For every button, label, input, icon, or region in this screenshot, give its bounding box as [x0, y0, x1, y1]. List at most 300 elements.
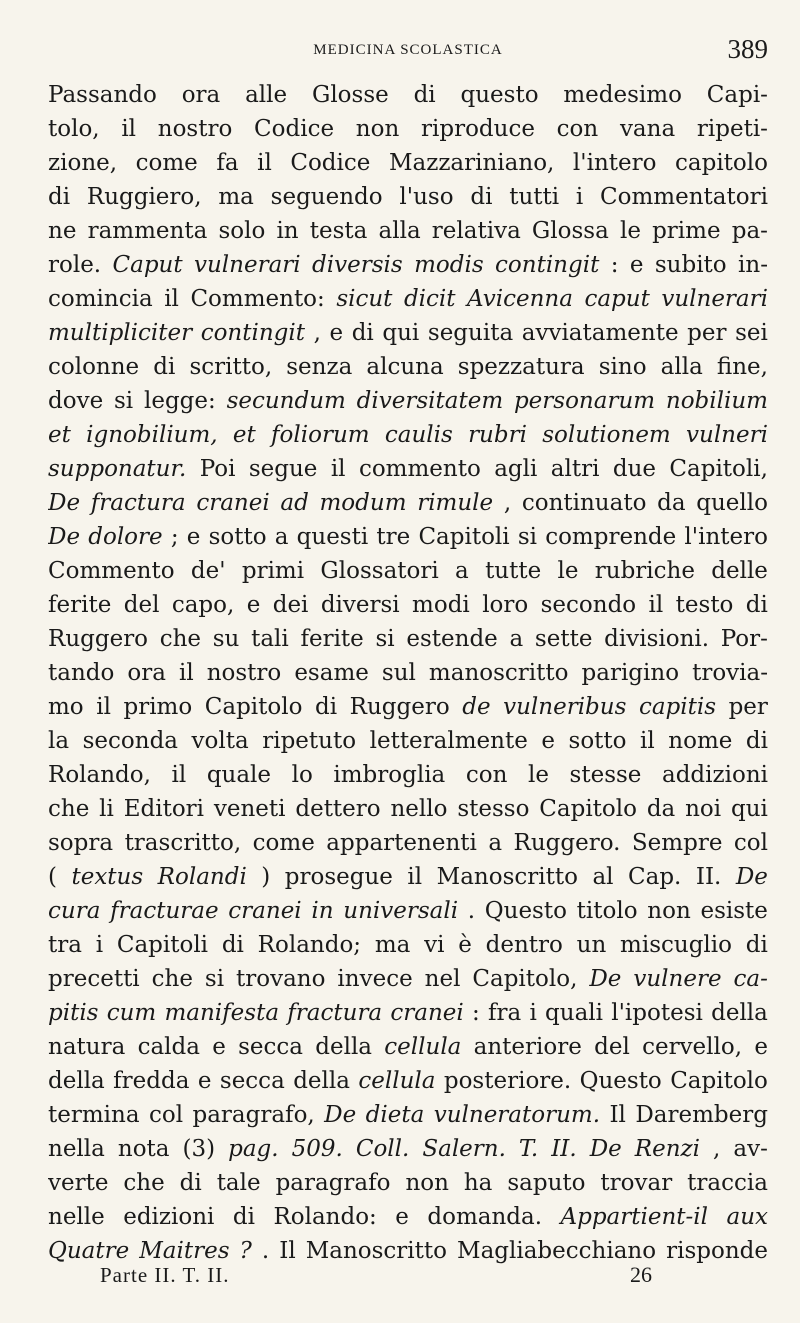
text-word: il: [648, 592, 664, 618]
text-word: ,: [313, 320, 321, 346]
text-word: due: [612, 456, 657, 482]
text-line: [48, 724, 768, 758]
text-line: [48, 180, 768, 214]
text-word: della: [48, 1068, 105, 1094]
text-word: secca: [219, 1068, 285, 1094]
text-word: si: [114, 388, 134, 414]
text-word: da: [657, 490, 686, 516]
text-word: cranei: [390, 1000, 464, 1026]
text-word: si: [375, 626, 395, 652]
text-word: le: [557, 558, 579, 584]
text-word: rubri: [468, 422, 527, 448]
text-word: agli: [494, 456, 538, 482]
text-word: caulis: [384, 422, 453, 448]
text-word: per: [728, 694, 768, 720]
text-line: [48, 1132, 768, 1166]
text-word: Magliabecchiano: [457, 1238, 657, 1264]
text-word: fractura: [90, 490, 186, 516]
text-word: mo: [48, 694, 84, 720]
body-text: [48, 78, 768, 1268]
text-word: modi: [412, 592, 470, 618]
text-word: di: [745, 592, 768, 618]
text-word: Commento:: [190, 286, 325, 312]
text-word: letteralmente: [369, 728, 528, 754]
text-line: [48, 826, 768, 860]
text-word: II.: [695, 864, 722, 890]
text-word: nostro: [157, 116, 233, 142]
text-word: universali: [343, 898, 459, 924]
text-word: vulnerari: [194, 252, 301, 278]
text-word: non: [355, 116, 400, 142]
text-word: comincia: [48, 286, 153, 312]
text-word: role.: [48, 252, 102, 278]
text-word: Passando: [48, 82, 157, 108]
text-word: De: [735, 864, 768, 890]
text-word: in: [276, 218, 299, 244]
text-word: e: [329, 320, 344, 346]
text-word: saputo: [507, 1170, 586, 1196]
text-word: a: [509, 626, 524, 652]
text-word: Daremberg: [635, 1102, 768, 1128]
text-word: di: [153, 354, 176, 380]
text-word: della: [315, 1034, 373, 1060]
text-word: ma: [218, 184, 254, 210]
text-word: diversis: [312, 252, 403, 278]
page-footer: [48, 1258, 768, 1292]
text-word: Capitolo,: [472, 966, 578, 992]
text-word: dicit: [403, 286, 456, 312]
text-word: volta: [191, 728, 249, 754]
text-word: e: [541, 728, 555, 754]
text-word: stesse: [569, 762, 642, 788]
text-word: Por-: [720, 626, 768, 652]
text-word: sette: [534, 626, 593, 652]
text-line: [48, 622, 768, 656]
text-word: della: [711, 1000, 768, 1026]
text-word: il: [178, 660, 194, 686]
text-word: Editori: [123, 796, 205, 822]
page-number: 389: [727, 34, 768, 64]
text-word: quello: [696, 490, 768, 516]
text-word: solo: [218, 218, 266, 244]
text-line: [48, 350, 768, 384]
text-word: De: [324, 1102, 357, 1128]
text-word: Maitres: [139, 1238, 230, 1264]
text-word: (3): [182, 1136, 216, 1162]
text-word: alle: [245, 82, 288, 108]
text-word: lo: [291, 762, 313, 788]
text-word: sopra: [48, 830, 114, 856]
text-word: De: [589, 966, 622, 992]
text-word: e: [212, 1034, 226, 1060]
text-word: col: [148, 1102, 184, 1128]
text-line: [48, 384, 768, 418]
text-word: Coll.: [355, 1136, 410, 1162]
text-word: i: [575, 184, 584, 210]
text-word: traccia: [687, 1170, 768, 1196]
text-word: e: [197, 1068, 212, 1094]
text-word: .: [261, 1238, 270, 1264]
text-line: [48, 1166, 768, 1200]
text-word: di: [745, 932, 768, 958]
text-word: noi: [685, 796, 722, 822]
page-header: [48, 30, 768, 70]
text-word: termina: [48, 1102, 140, 1128]
text-word: de: [462, 694, 491, 720]
text-word: nel: [424, 966, 461, 992]
text-word: nello: [390, 796, 448, 822]
text-word: della: [293, 1068, 350, 1094]
text-word: da: [646, 796, 676, 822]
text-word: secondo: [540, 592, 637, 618]
text-word: con: [556, 116, 599, 142]
text-word: pa-: [731, 218, 768, 244]
text-line: [48, 486, 768, 520]
text-word: ne: [48, 218, 77, 244]
text-word: dove: [48, 388, 104, 414]
text-word: vulnerari: [661, 286, 768, 312]
text-line: [48, 928, 768, 962]
text-word: ferite: [48, 592, 112, 618]
text-word: diversi: [320, 592, 400, 618]
text-word: a: [488, 830, 503, 856]
text-word: Codice: [254, 116, 335, 142]
text-word: secundum: [226, 388, 346, 414]
text-word: anteriore: [473, 1034, 582, 1060]
text-word: posteriore.: [443, 1068, 572, 1094]
text-word: nostro: [206, 660, 282, 686]
text-word: non: [647, 898, 691, 924]
text-word: De: [48, 490, 81, 516]
text-word: contingit: [495, 252, 600, 278]
text-word: qui: [382, 320, 420, 346]
text-word: Il: [609, 1102, 626, 1128]
text-word: modis: [414, 252, 484, 278]
text-word: di: [232, 1204, 255, 1230]
text-word: tando: [48, 660, 115, 686]
text-word: natura: [48, 1034, 126, 1060]
text-word: Capi-: [706, 82, 768, 108]
text-word: l'intero: [684, 524, 768, 550]
text-word: tra: [48, 932, 82, 958]
text-word: e: [754, 1034, 768, 1060]
text-word: comprende: [545, 524, 677, 550]
text-word: il: [640, 728, 655, 754]
text-word: l'ipotesi: [611, 1000, 703, 1026]
text-word: le: [619, 218, 641, 244]
text-word: in-: [738, 252, 768, 278]
text-word: personarum: [513, 388, 656, 414]
text-word: sei: [735, 320, 768, 346]
text-word: sotto: [208, 524, 267, 550]
text-line: [48, 962, 768, 996]
text-word: Commento: [48, 558, 175, 584]
text-word: avviatamente: [521, 320, 679, 346]
text-word: manoscritto: [428, 660, 569, 686]
text-word: delle: [711, 558, 768, 584]
text-word: vi: [424, 932, 445, 958]
text-word: quali: [545, 1000, 604, 1026]
text-word: Rolandi: [157, 864, 247, 890]
text-word: col: [733, 830, 768, 856]
text-word: Codice: [290, 150, 371, 176]
text-word: Il: [279, 1238, 296, 1264]
text-word: sino: [598, 354, 647, 380]
text-word: Commentatori: [600, 184, 768, 210]
text-line: [48, 656, 768, 690]
text-word: de': [190, 558, 226, 584]
text-word: nota: [117, 1136, 170, 1162]
text-word: senza: [286, 354, 353, 380]
text-word: stesso: [457, 796, 530, 822]
text-word: parigino: [581, 660, 680, 686]
text-word: domanda.: [427, 1204, 543, 1230]
text-word: spezzatura: [457, 354, 585, 380]
text-word: seguendo: [270, 184, 383, 210]
text-word: divisioni.: [604, 626, 710, 652]
text-word: dieta: [365, 1102, 425, 1128]
text-word: un: [576, 932, 607, 958]
text-word: di: [221, 932, 244, 958]
text-word: ?: [239, 1238, 252, 1264]
text-word: ;: [170, 524, 179, 550]
text-word: multipliciter: [48, 320, 193, 346]
text-word: caput: [584, 286, 650, 312]
text-word: cellula: [358, 1068, 436, 1094]
text-word: altri: [550, 456, 600, 482]
text-word: che: [123, 1170, 165, 1196]
text-word: come: [252, 830, 315, 856]
text-word: i: [95, 932, 104, 958]
text-word: estende: [406, 626, 498, 652]
text-word: foliorum: [271, 422, 370, 448]
text-word: Ruggiero,: [86, 184, 202, 210]
text-word: fractura: [287, 1000, 383, 1026]
text-word: capitolo: [675, 150, 768, 176]
text-word: ha: [463, 1170, 493, 1196]
text-line: [48, 452, 768, 486]
text-word: non: [405, 1170, 449, 1196]
text-word: segue: [248, 456, 318, 482]
text-word: Questo: [579, 1068, 662, 1094]
text-word: che: [48, 796, 90, 822]
text-line: [48, 112, 768, 146]
text-word: vulneri: [686, 422, 768, 448]
text-word: cura: [48, 898, 101, 924]
text-word: trovia-: [692, 660, 768, 686]
text-word: alla: [660, 354, 703, 380]
text-word: come: [135, 150, 198, 176]
text-line: [48, 78, 768, 112]
text-word: il: [257, 150, 272, 176]
text-word: Rolando;: [257, 932, 362, 958]
text-word: rimule: [417, 490, 494, 516]
text-word: qui: [730, 796, 768, 822]
text-word: Quatre: [48, 1238, 130, 1264]
text-word: cranei: [228, 898, 302, 924]
text-word: aux: [726, 1204, 768, 1230]
text-word: De: [48, 524, 81, 550]
text-word: paragrafo: [275, 1170, 391, 1196]
text-word: al: [592, 864, 614, 890]
text-word: fine,: [716, 354, 768, 380]
text-word: tale: [216, 1170, 261, 1196]
text-word: scritto,: [189, 354, 273, 380]
text-word: Glossatori: [320, 558, 439, 584]
text-word: veneti: [213, 796, 286, 822]
text-word: ad: [280, 490, 309, 516]
text-word: ora: [181, 82, 221, 108]
text-word: alcuna: [366, 354, 444, 380]
text-word: ripeti-: [696, 116, 768, 142]
text-word: subito: [654, 252, 727, 278]
text-word: Manoscritto: [436, 864, 578, 890]
text-line: [48, 146, 768, 180]
text-word: legge:: [143, 388, 216, 414]
text-word: colonne: [48, 354, 140, 380]
text-word: seguita: [427, 320, 514, 346]
text-word: del: [594, 1034, 630, 1060]
text-word: a: [274, 524, 289, 550]
text-word: edizioni: [123, 1204, 215, 1230]
text-word: diversitatem: [356, 388, 504, 414]
text-word: ,: [503, 490, 512, 516]
text-line: [48, 996, 768, 1030]
text-word: capitis: [638, 694, 717, 720]
text-word: tolo,: [48, 116, 100, 142]
text-word: contingit: [200, 320, 305, 346]
text-word: il: [164, 286, 179, 312]
text-word: ,: [713, 1136, 721, 1162]
text-word: rammenta: [87, 218, 208, 244]
text-word: loro: [482, 592, 529, 618]
text-word: Capitolo: [204, 694, 303, 720]
text-word: Avicenna: [467, 286, 573, 312]
text-word: Capitoli: [116, 932, 209, 958]
text-word: a: [455, 558, 469, 584]
text-line: [48, 248, 768, 282]
text-word: zione,: [48, 150, 118, 176]
text-word: tali: [251, 626, 289, 652]
text-word: appartenenti: [326, 830, 477, 856]
text-word: solutionem: [542, 422, 671, 448]
text-word: cellula: [384, 1034, 462, 1060]
text-word: ripetuto: [262, 728, 357, 754]
text-line: [48, 282, 768, 316]
text-word: T.: [518, 1136, 539, 1162]
text-word: rubriche: [594, 558, 695, 584]
text-word: nobilium: [665, 388, 768, 414]
text-line: [48, 418, 768, 452]
text-word: Sempre: [631, 830, 723, 856]
text-line: [48, 554, 768, 588]
text-word: ferite: [300, 626, 364, 652]
text-word: ca-: [733, 966, 768, 992]
text-word: ignobilium,: [86, 422, 218, 448]
text-line: [48, 1064, 768, 1098]
text-word: tre: [376, 524, 411, 550]
text-word: il: [330, 456, 346, 482]
text-word: vulnere: [633, 966, 722, 992]
text-word: di: [179, 1170, 202, 1196]
text-word: alla: [378, 218, 421, 244]
text-line: [48, 1030, 768, 1064]
signature-mark: Parte II. T. II.: [100, 1263, 230, 1287]
text-word: trascritto,: [124, 830, 242, 856]
text-word: e: [246, 592, 261, 618]
text-word: riproduce: [421, 116, 535, 142]
text-word: Ruggero.: [513, 830, 621, 856]
text-word: medesimo: [563, 82, 682, 108]
text-word: cranei: [196, 490, 270, 516]
text-word: ): [261, 864, 271, 890]
text-word: fra: [487, 1000, 522, 1026]
text-word: Glosse: [311, 82, 389, 108]
text-word: Caput: [112, 252, 183, 278]
text-word: dei: [272, 592, 309, 618]
text-word: il: [121, 116, 137, 142]
text-word: che: [159, 626, 202, 652]
text-word: esiste: [700, 898, 768, 924]
text-word: continuato: [521, 490, 647, 516]
text-word: Ruggero: [48, 626, 149, 652]
text-word: nome: [668, 728, 733, 754]
text-word: Questo: [484, 898, 567, 924]
text-word: prosegue: [284, 864, 393, 890]
text-word: cum: [106, 1000, 157, 1026]
sheet-number: 26: [630, 1262, 652, 1287]
text-word: l'uso: [399, 184, 454, 210]
text-word: relativa: [431, 218, 521, 244]
text-word: vulneratorum.: [433, 1102, 601, 1128]
text-word: 509.: [291, 1136, 343, 1162]
text-word: De: [589, 1136, 622, 1162]
text-word: fa: [216, 150, 239, 176]
text-word: del: [123, 592, 160, 618]
text-word: di: [315, 694, 338, 720]
text-line: [48, 860, 768, 894]
text-word: su: [212, 626, 240, 652]
text-word: di: [351, 320, 374, 346]
text-word: sicut: [336, 286, 393, 312]
text-word: di: [470, 184, 493, 210]
text-word: manifesta: [164, 1000, 280, 1026]
text-word: primo: [123, 694, 193, 720]
text-word: capo,: [171, 592, 235, 618]
text-word: quale: [206, 762, 272, 788]
text-word: che: [151, 966, 193, 992]
text-word: secca: [238, 1034, 303, 1060]
text-word: Mazzariniano,: [388, 150, 555, 176]
text-word: imbroglia: [333, 762, 446, 788]
text-word: e: [629, 252, 644, 278]
text-word: addizioni: [661, 762, 768, 788]
text-word: li: [99, 796, 114, 822]
text-word: vana: [619, 116, 676, 142]
text-word: il: [407, 864, 423, 890]
text-word: cervello,: [642, 1034, 743, 1060]
text-word: con: [465, 762, 508, 788]
text-word: :: [472, 1000, 480, 1026]
text-word: testo: [675, 592, 734, 618]
text-word: modum: [319, 490, 407, 516]
text-word: testa: [309, 218, 368, 244]
text-line: [48, 690, 768, 724]
text-word: ma: [374, 932, 411, 958]
text-word: .: [467, 898, 476, 924]
text-word: Ruggero: [349, 694, 450, 720]
text-word: Rolando,: [48, 762, 151, 788]
